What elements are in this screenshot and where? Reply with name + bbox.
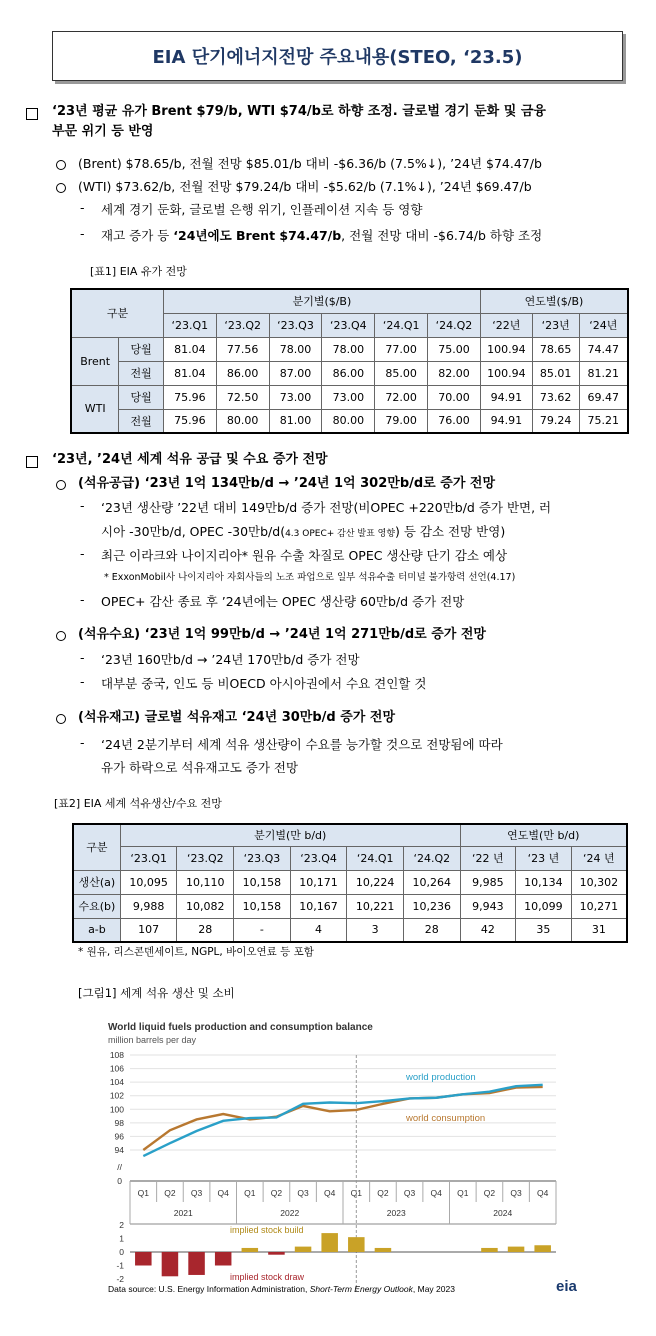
stock-heading: (석유재고) 글로벌 석유재고 ‘24년 30만b/d 증가 전망 [78,710,396,725]
table-cell: 10,224 [347,870,404,894]
balance-bar [188,1252,205,1275]
table-row [71,409,628,433]
table-cell: 10,167 [290,894,347,918]
table-cell: 10,095 [120,870,177,894]
y-tick-label: 100 [109,1104,124,1115]
supply-line2-small: 4.3 OPEC+ 감산 발표 영향 [285,529,396,539]
table-cell: 10,236 [403,894,460,918]
table2-col-header: ‘24.Q2 [403,846,460,870]
table-cell: 9,943 [460,894,516,918]
balance-bar [162,1252,179,1276]
wti-forecast-text: (WTI) $73.62/b, 전월 전망 $79.24/b 대비 -$5.62/b (7.1%↓), ’24년 $69.47/b [78,179,532,194]
table-cell: 10,158 [234,870,291,894]
x-tick-label: Q4 [217,1188,229,1198]
table1-col-header: ‘23.Q1 [163,313,216,337]
balance-bar [135,1252,152,1266]
x-tick-label: Q1 [244,1188,256,1198]
y-tick-label: 104 [109,1077,124,1088]
table-cell: 73.00 [322,385,375,409]
balance-bar [534,1245,551,1252]
table-cell: 87.00 [269,361,322,385]
x-year-label: 2023 [386,1208,406,1218]
circle-bullet [56,714,66,724]
table-row [73,918,627,942]
y-tick-label: 96 [114,1131,124,1142]
table2-group-quarterly: 분기별(만 b/d) [120,824,460,846]
table-cell: 28 [177,918,234,942]
table1-row-label: 당월 [119,337,164,361]
table-cell: 9,988 [120,894,177,918]
table1-caption: [표1] EIA 유가 전망 [90,265,187,278]
table2-col-header: ‘23.Q3 [234,846,291,870]
page-title: EIA 단기에너지전망 주요내용(STEO, ‘23.5) [152,47,523,68]
section-bullet-square [26,108,38,120]
chart-subtitle: million barrels per day [108,1035,197,1045]
x-tick-label: Q2 [270,1188,283,1198]
x-tick-label: Q3 [403,1188,416,1198]
table-cell: 75.96 [163,409,216,433]
table-cell: 100.94 [480,361,532,385]
table-cell: 10,171 [290,870,347,894]
table-cell: 94.91 [480,409,532,433]
y-tick-label: 102 [109,1090,124,1101]
table-cell: 75.00 [428,337,481,361]
dash-bullet: - [80,735,85,750]
table2-col-header: ‘23 년 [516,846,572,870]
table-cell: 78.00 [322,337,375,361]
y-tick-label: 94 [114,1145,124,1155]
table-cell: 79.00 [375,409,428,433]
table-cell: 70.00 [428,385,481,409]
table-cell: 10,110 [177,870,234,894]
data-source-b: Short-Term Energy Outlook [309,1284,413,1294]
circle-bullet [56,631,66,641]
table1-col-header: ‘23.Q3 [269,313,322,337]
x-year-label: 2022 [280,1208,300,1218]
table-cell: 80.00 [216,409,269,433]
table-cell: 78.00 [269,337,322,361]
table-cell: 77.00 [375,337,428,361]
table2-col-header: ‘24.Q1 [347,846,404,870]
table-cell: 28 [403,918,460,942]
table-cell: 107 [120,918,177,942]
table-cell: - [234,918,291,942]
section1-sub2 [101,226,542,246]
table1-group-annual: 연도별($/B) [480,289,628,313]
table-cell: 3 [347,918,404,942]
table-cell: 81.04 [163,361,216,385]
table-cell: 75.96 [163,385,216,409]
table2-footnote: * 원유, 리스콘덴세이트, NGPL, 바이오연료 등 포함 [78,946,314,958]
table-cell: 85.01 [532,361,579,385]
table-cell: 100.94 [480,337,532,361]
section-bullet-square [26,456,38,468]
table-cell: 80.00 [322,409,375,433]
table-row [71,361,628,385]
supply-line2 [101,522,505,544]
table1-group-label: Brent [71,337,119,385]
table-cell: 69.47 [579,385,628,409]
table-cell: 78.65 [532,337,579,361]
eia-logo: eia [556,1278,577,1295]
table2-caption: [표2] EIA 세계 석유생산/수요 전망 [54,797,222,810]
balance-bar [295,1247,312,1252]
legend-world-consumption: world consumption [406,1113,486,1124]
table-cell: 73.00 [269,385,322,409]
table1-col-header: ‘22년 [480,313,532,337]
sub2-part-b: ‘24년에도 Brent $74.47/b [173,228,342,243]
table-cell: 10,271 [571,894,627,918]
dash-bullet: - [80,226,85,241]
table-cell: 10,099 [516,894,572,918]
table1-col-header: ‘24.Q2 [428,313,481,337]
production-consumption-chart [98,1016,588,1306]
supply-line3: 최근 이라크와 나이지리아* 원유 수출 차질로 OPEC 생산량 단기 감소 예상 [101,548,508,563]
table-cell: 72.00 [375,385,428,409]
balance-y-tick: 1 [119,1233,124,1244]
table-cell: 10,158 [234,894,291,918]
label-implied-stock-build: implied stock build [230,1225,304,1235]
x-tick-label: Q4 [537,1188,549,1198]
balance-y-tick: 2 [119,1220,124,1230]
table2-col-header: ‘23.Q1 [120,846,177,870]
section1-sub1: 세계 경기 둔화, 글로벌 은행 위기, 인플레이션 지속 등 영향 [101,202,423,217]
section1-heading-line2: 부문 위기 등 반영 [52,124,154,139]
table-cell: 81.21 [579,361,628,385]
table-cell: 10,264 [403,870,460,894]
balance-bar [375,1248,392,1252]
table-cell: 9,985 [460,870,516,894]
supply-note: * ExxonMobil사 나이지리아 자회사들의 노조 파업으로 일부 석유수출 터미널 불가항력 선언(4.17) [104,572,516,583]
table-cell: 81.04 [163,337,216,361]
x-tick-label: Q1 [457,1188,469,1198]
data-source-c: , May 2023 [412,1284,455,1294]
table-cell: 10,302 [571,870,627,894]
table1-col-header: ‘24년 [579,313,628,337]
table-cell: 86.00 [322,361,375,385]
table1-group-quarterly: 분기별($/B) [163,289,480,313]
table-row [71,385,628,409]
balance-bar [508,1247,525,1252]
x-tick-label: Q2 [164,1188,176,1198]
supply-line4: OPEC+ 감산 종료 후 ’24년에는 OPEC 생산량 60만b/d 증가 전망 [101,594,465,609]
balance-bar [321,1233,338,1252]
y-tick-label: 106 [109,1063,124,1074]
page-title-box [52,31,623,81]
table1-col-header: ‘23년 [532,313,579,337]
data-source [108,1284,455,1294]
dash-bullet: - [80,498,85,513]
oil-supply-demand-table [72,823,628,943]
brent-forecast-text: (Brent) $78.65/b, 전월 전망 $85.01/b 대비 -$6.36/b (7.5%↓), ’24년 $74.47/b [78,156,542,171]
table-cell: 77.56 [216,337,269,361]
y-tick-label: 98 [114,1117,124,1128]
dash-bullet: - [80,674,85,689]
table-row [73,870,627,894]
table1-row-label: 전월 [119,361,164,385]
table-cell: 10,134 [516,870,572,894]
sub2-part-a: 재고 증가 등 [101,228,174,243]
demand-heading: (석유수요) ‘23년 1억 99만b/d → ’24년 1억 271만b/d로 증가 전망 [78,627,486,642]
table-cell: 81.00 [269,409,322,433]
table2-row-label: 생산(a) [73,870,120,894]
x-tick-label: Q2 [377,1188,389,1198]
circle-bullet [56,183,66,193]
chart-title: World liquid fuels production and consumption balance [108,1022,373,1033]
x-tick-label: Q4 [324,1188,336,1198]
dash-bullet: - [80,650,85,665]
x-year-label: 2021 [173,1208,193,1218]
table-row [71,337,628,361]
data-source-a: Data source: U.S. Energy Information Administration, [108,1284,310,1294]
balance-y-tick: 0 [119,1247,124,1257]
circle-bullet [56,160,66,170]
supply-line2-a: 시아 -30만b/d, OPEC -30만b/d( [101,524,286,539]
x-tick-label: Q3 [510,1188,522,1198]
legend-world-production: world production [406,1072,476,1083]
y-axis-break: // [117,1162,122,1172]
label-implied-stock-draw: implied stock draw [230,1272,305,1282]
supply-line1: ‘23년 생산량 ’22년 대비 149만b/d 증가 전망(비OPEC +220만b/d 증가 반면, 러 [101,500,552,515]
table-row [73,894,627,918]
figure-caption: [그림1] 세계 석유 생산 및 소비 [78,986,235,1000]
demand-line1: ‘23년 160만b/d → ’24년 170만b/d 증가 전망 [101,652,360,667]
table-cell: 4 [290,918,347,942]
y-tick-label: 108 [109,1050,124,1060]
stock-line2: 유가 하락으로 석유재고도 증가 전망 [101,760,299,775]
table-cell: 35 [516,918,572,942]
dash-bullet: - [80,200,85,215]
table1-corner: 구분 [71,289,163,337]
x-tick-label: Q4 [430,1188,442,1198]
dash-bullet: - [80,546,85,561]
circle-bullet [56,480,66,490]
table-cell: 76.00 [428,409,481,433]
table-cell: 74.47 [579,337,628,361]
table-cell: 42 [460,918,516,942]
table1-col-header: ‘23.Q4 [322,313,375,337]
balance-bar [242,1248,259,1252]
table-cell: 10,082 [177,894,234,918]
sub2-part-c: , 전월 전망 대비 -$6.74/b 하향 조정 [341,228,543,243]
supply-line2-b: ) 등 감소 전망 반영) [395,524,506,539]
x-tick-label: Q2 [483,1188,496,1198]
section2-heading: ‘23년, ’24년 세계 석유 공급 및 수요 증가 전망 [52,452,328,467]
x-tick-label: Q3 [190,1188,203,1198]
table1-col-header: ‘24.Q1 [375,313,428,337]
x-year-label: 2024 [493,1208,513,1218]
table2-col-header: ‘23.Q2 [177,846,234,870]
table1-group-label: WTI [71,385,119,433]
table1-row-label: 당월 [119,385,164,409]
table-cell: 10,221 [347,894,404,918]
demand-line2: 대부분 중국, 인도 등 비OECD 아시아권에서 수요 견인할 것 [101,676,427,691]
x-tick-label: Q1 [137,1188,149,1198]
balance-bar [348,1237,365,1252]
balance-y-tick: -2 [116,1274,124,1284]
oil-price-table [70,288,629,434]
stock-line1: ‘24년 2분기부터 세계 석유 생산량이 수요를 능가할 것으로 전망됨에 따라 [101,737,503,752]
table2-row-label: 수요(b) [73,894,120,918]
table1-col-header: ‘23.Q2 [216,313,269,337]
section1-heading-line1: ‘23년 평균 유가 Brent $79/b, WTI $74/b로 하향 조정. 글로벌 경기 둔화 및 금융 [52,104,546,119]
x-tick-label: Q3 [297,1188,309,1198]
table-cell: 73.62 [532,385,579,409]
balance-bar [268,1252,285,1255]
table-cell: 72.50 [216,385,269,409]
balance-bar [481,1248,498,1252]
table1-row-label: 전월 [119,409,164,433]
supply-heading: (석유공급) ‘23년 1억 134만b/d → ’24년 1억 302만b/d로 증가 전망 [78,476,496,491]
table-cell: 75.21 [579,409,628,433]
balance-y-tick: -1 [116,1260,124,1271]
balance-bar [215,1252,232,1266]
table-cell: 79.24 [532,409,579,433]
table2-corner: 구분 [73,824,120,870]
table2-col-header: ‘24 년 [571,846,627,870]
y-tick-zero: 0 [117,1176,122,1186]
x-tick-label: Q1 [350,1188,362,1198]
table2-row-label: a-b [73,918,120,942]
table-cell: 86.00 [216,361,269,385]
dash-bullet: - [80,592,85,607]
table-cell: 94.91 [480,385,532,409]
table2-col-header: ‘23.Q4 [290,846,347,870]
table2-group-annual: 연도별(만 b/d) [460,824,627,846]
table-cell: 82.00 [428,361,481,385]
table-cell: 85.00 [375,361,428,385]
table2-col-header: ‘22 년 [460,846,516,870]
table-cell: 31 [571,918,627,942]
